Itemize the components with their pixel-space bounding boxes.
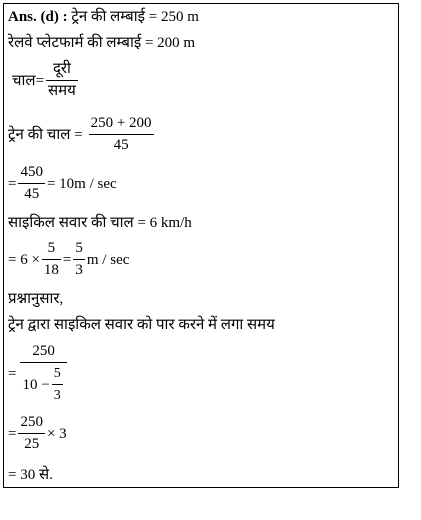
equals-sign: = [8, 365, 17, 382]
fraction-denominator: समय [48, 83, 76, 99]
distance-over-time-fraction [46, 61, 78, 100]
fraction-denominator [20, 363, 66, 404]
train-length-line [8, 8, 199, 26]
cyclist-speed-unit: m / sec [86, 251, 130, 268]
fraction-numerator: 5 [47, 240, 56, 256]
fraction-numerator: 250 + 200 [90, 115, 152, 131]
fraction-denominator: 18 [43, 262, 59, 278]
fraction-denominator: 45 [113, 137, 129, 153]
train-speed-result [8, 164, 117, 203]
fraction-denominator: 25 [24, 436, 40, 452]
train-speed-result-fraction [18, 164, 45, 203]
train-speed-formula [8, 115, 156, 154]
platform-length-line: रेलवे प्लेटफार्म की लम्बाई = 200 m [8, 35, 196, 51]
relative-speed-prefix: 10 − [22, 376, 50, 393]
fraction-denominator: 3 [53, 388, 61, 403]
train-speed-label: ट्रेन की चाल = [8, 126, 83, 143]
final-answer-line: = 30 से. [8, 467, 53, 483]
fraction-numerator: 450 [20, 164, 43, 180]
solution-box [3, 3, 399, 488]
fraction-numerator: 5 [53, 366, 61, 381]
crossing-time-fraction [20, 343, 66, 404]
speed-label: चाल= [12, 72, 45, 89]
multiplier: × 3 [46, 425, 67, 442]
cyclist-speed-conversion [8, 240, 129, 279]
as-per-question-line: प्रश्नानुसार, [8, 291, 64, 307]
speed-formula [12, 61, 80, 100]
train-length-text: ट्रेन की लम्बाई = 250 m [71, 9, 199, 25]
crossing-time-statement: ट्रेन द्वारा साइकिल सवार को पार करने में लगा समय [8, 317, 275, 333]
equals-sign: = [8, 175, 17, 192]
cyclist-speed-line: साइकिल सवार की चाल = 6 km/h [8, 215, 192, 231]
fraction-numerator: 5 [75, 240, 83, 256]
cyclist-speed-fraction [73, 240, 85, 279]
fraction-numerator: दूरी [52, 61, 71, 77]
fraction-numerator: 250 [20, 414, 43, 430]
equals-sign: = [8, 425, 17, 442]
conversion-prefix: = 6 × [8, 251, 40, 268]
crossing-time-formula [8, 343, 69, 404]
fraction-denominator: 45 [24, 186, 40, 202]
train-speed-value: = 10m / sec [46, 175, 117, 192]
simplified-fraction [18, 414, 45, 453]
fraction-numerator: 250 [32, 343, 55, 359]
equals-sign: = [62, 251, 72, 268]
inner-fraction [52, 365, 63, 404]
train-speed-fraction [89, 115, 154, 154]
conversion-fraction [42, 240, 61, 279]
answer-label: Ans. (d) : [8, 9, 68, 25]
crossing-time-simplified [8, 414, 67, 453]
fraction-denominator: 3 [75, 262, 83, 278]
